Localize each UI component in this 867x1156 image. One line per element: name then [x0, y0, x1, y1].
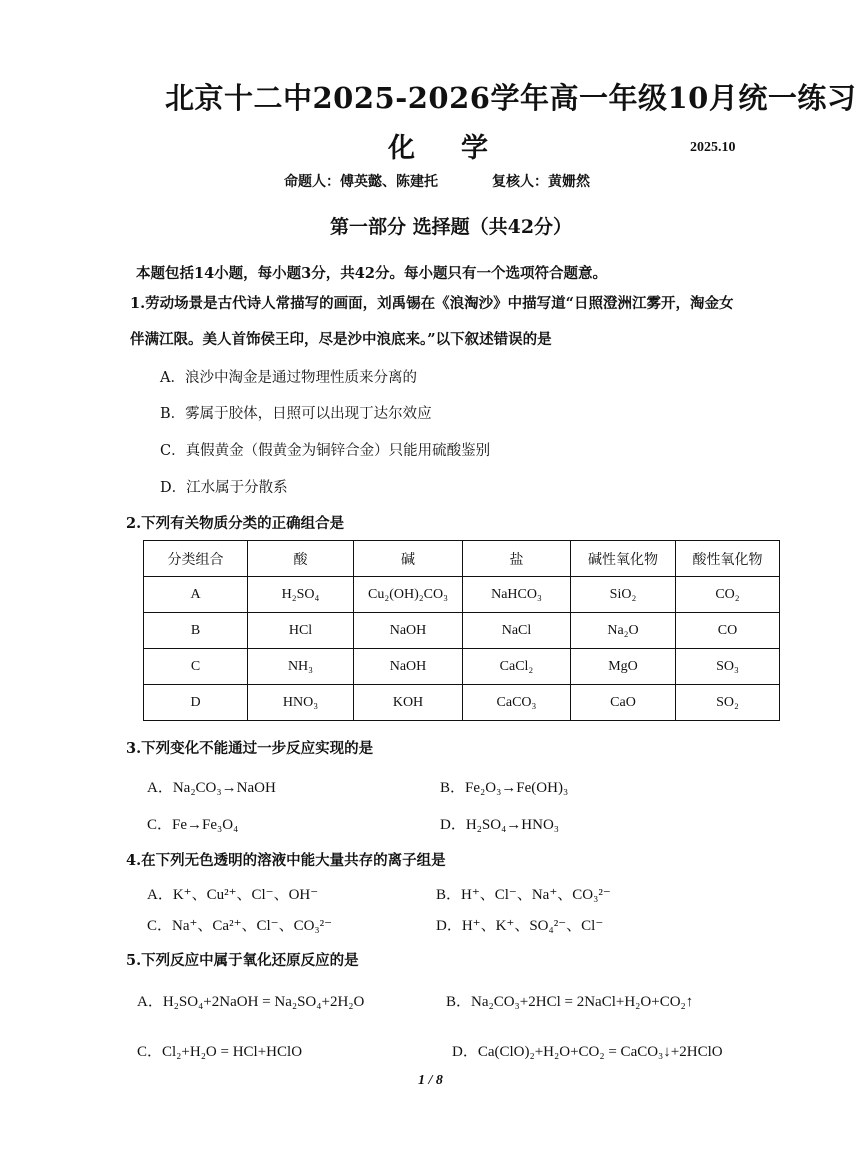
table-cell: MgO — [571, 649, 676, 685]
table-cell: NaOH — [354, 649, 463, 685]
table-cell: CaCl₂ — [463, 649, 571, 685]
q5-option-a: A．H₂SO₄+2NaOH = Na₂SO₄+2H₂O — [137, 994, 365, 1010]
table-cell: C — [144, 649, 248, 685]
q5-option-b: B．Na₂CO₃+2HCl = 2NaCl+H₂O+CO₂↑ — [446, 994, 694, 1010]
table-cell: NaOH — [354, 613, 463, 649]
table-row — [144, 613, 780, 649]
table-cell: SiO₂ — [571, 577, 676, 613]
table-cell: HCl — [248, 613, 354, 649]
table-header: 酸 — [248, 541, 354, 577]
table-header: 碱性氧化物 — [571, 541, 676, 577]
q1-option-c: C．真假黄金（假黄金为铜锌合金）只能用硫酸鉴别 — [160, 443, 491, 459]
table-header: 酸性氧化物 — [676, 541, 780, 577]
page-number: 1 / 8 — [418, 1073, 443, 1088]
table-cell: KOH — [354, 685, 463, 721]
q1-option-a: A．浪沙中淘金是通过物理性质来分离的 — [160, 370, 417, 386]
table-cell: CO₂ — [676, 577, 780, 613]
q3-option-c: C．Fe→Fe₃O₄ — [147, 817, 239, 833]
table-cell: NaHCO₃ — [463, 577, 571, 613]
q4-option-a: A．K⁺、Cu²⁺、Cl⁻、OH⁻ — [147, 887, 319, 903]
table-cell: A — [144, 577, 248, 613]
table-cell: D — [144, 685, 248, 721]
q4-option-c: C．Na⁺、Ca²⁺、Cl⁻、CO₃²⁻ — [147, 918, 333, 934]
q1-option-d: D．江水属于分散系 — [160, 480, 288, 496]
table-row — [144, 685, 780, 721]
q2-stem: 2.下列有关物质分类的正确组合是 — [126, 515, 345, 532]
classification-table — [143, 540, 780, 721]
q1-stem-line2: 伴满江限。美人首饰侯王印，尽是沙中浪底来。”以下叙述错误的是 — [130, 331, 552, 348]
q4-stem: 4.在下列无色透明的溶液中能大量共存的离子组是 — [126, 852, 446, 869]
table-header: 分类组合 — [144, 541, 248, 577]
q5-stem: 5.下列反应中属于氧化还原反应的是 — [126, 952, 359, 969]
q3-option-b: B．Fe₂O₃→Fe(OH)₃ — [440, 780, 569, 796]
authors-line — [284, 171, 590, 191]
table-cell: H₂SO₄ — [248, 577, 354, 613]
table-cell: Na₂O — [571, 613, 676, 649]
q3-option-d: D．H₂SO₄→HNO₃ — [440, 817, 560, 833]
exam-date: 2025.10 — [690, 140, 736, 155]
table-header: 盐 — [463, 541, 571, 577]
table-cell: Cu₂(OH)₂CO₃ — [354, 577, 463, 613]
table-cell: CO — [676, 613, 780, 649]
table-row — [144, 649, 780, 685]
q5-option-d: D．Ca(ClO)₂+H₂O+CO₂ = CaCO₃↓+2HClO — [452, 1044, 723, 1060]
table-cell: HNO₃ — [248, 685, 354, 721]
q1-option-b: B．雾属于胶体，日照可以出现丁达尔效应 — [160, 406, 432, 422]
q4-option-d: D．H⁺、K⁺、SO₄²⁻、Cl⁻ — [436, 918, 604, 934]
instructions: 本题包括14小题，每小题3分，共42分。每小题只有一个选项符合题意。 — [136, 265, 607, 282]
reviewer: 复核人：黄姗然 — [492, 174, 590, 190]
table-row — [144, 577, 780, 613]
exam-title: 北京十二中2025-2026学年高一年级10月统一练习 — [165, 81, 857, 115]
q5-option-c: C．Cl₂+H₂O = HCl+HClO — [137, 1044, 303, 1060]
authors: 命题人：傅英懿、陈建托 — [284, 174, 438, 190]
table-header-row — [144, 541, 780, 577]
subject-title: 化学 — [388, 133, 534, 164]
q3-stem: 3.下列变化不能通过一步反应实现的是 — [126, 740, 374, 757]
part-title: 第一部分 选择题（共42分） — [330, 216, 573, 238]
table-cell: NH₃ — [248, 649, 354, 685]
table-header: 碱 — [354, 541, 463, 577]
q4-option-b: B．H⁺、Cl⁻、Na⁺、CO₃²⁻ — [436, 887, 611, 903]
table-cell: B — [144, 613, 248, 649]
table-cell: NaCl — [463, 613, 571, 649]
q1-stem-line1: 1.劳动场景是古代诗人常描写的画面，刘禹锡在《浪淘沙》中描写道“日照澄洲江雾开，淘金女 — [130, 295, 734, 312]
table-cell: SO₃ — [676, 649, 780, 685]
q3-option-a: A．Na₂CO₃→NaOH — [147, 780, 276, 796]
table-cell: CaO — [571, 685, 676, 721]
table-cell: SO₂ — [676, 685, 780, 721]
table-cell: CaCO₃ — [463, 685, 571, 721]
